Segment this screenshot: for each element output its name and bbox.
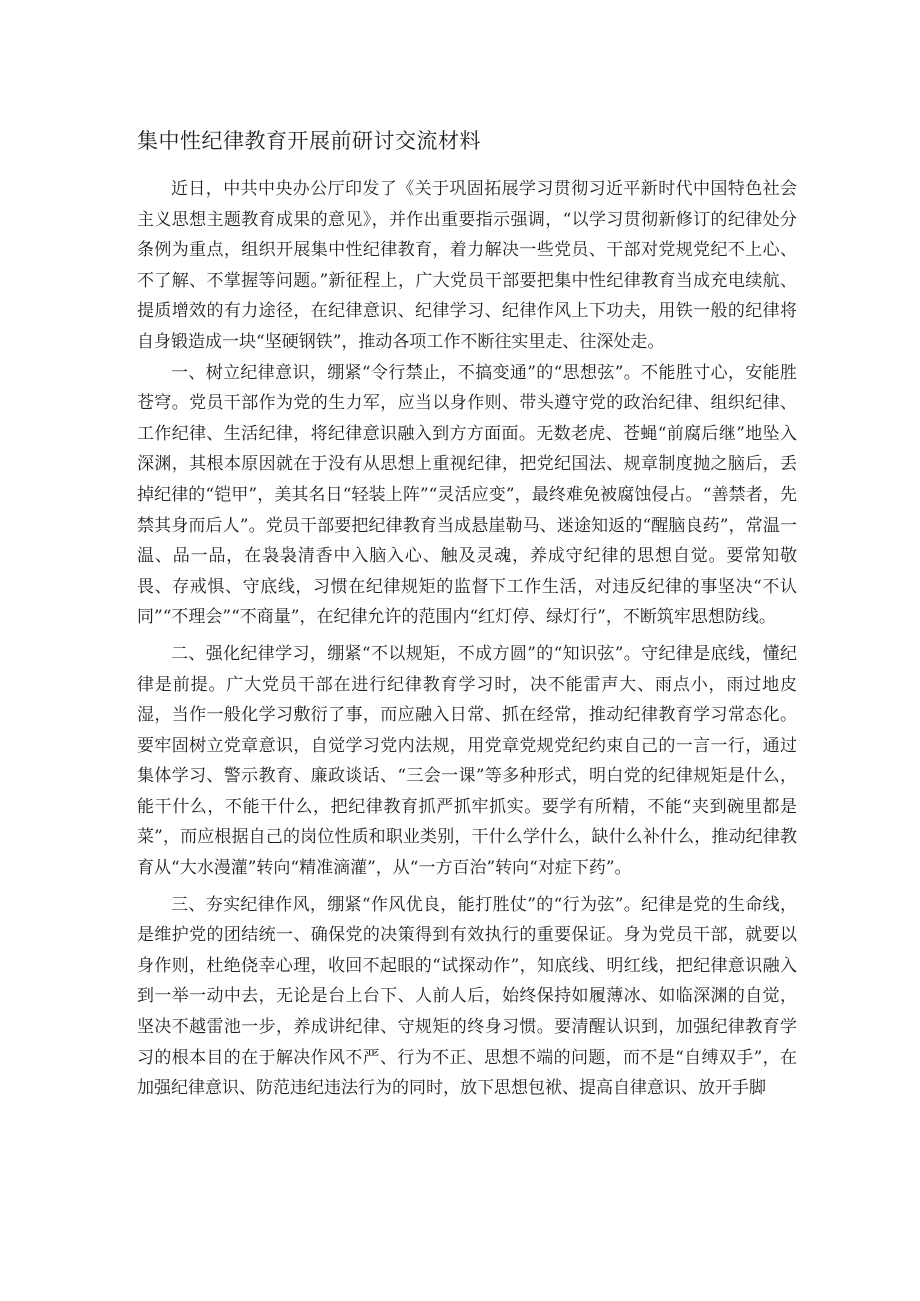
paragraph-section-2: 二、强化纪律学习，绷紧“不以规矩，不成方圆”的“知识弦”。守纪律是底线，懂纪律是前提。广大党员干部在进行纪律教育学习时，决不能雷声大、雨点小，雨过地皮湿，当作一般化学习敷衍了事，而应融入日常、抓在经常，推动纪律教育学习常态化。要牢固树立党章意识，自觉学习党内法规，用党章党规党纪约束自己的一言一行，通过集体学习、警示教育、廉政谈话、“三会一课”等多种形式，明白党的纪律规矩是什么，能干什么，不能干什么，把纪律教育抓严抓牢抓实。要学有所精，不能“夹到碗里都是菜”，而应根据自己的岗位性质和职业类别，干什么学什么，缺什么补什么，推动纪律教育从“大水漫灌”转向“精准滴灌”，从“一方百治”转向“对症下药”。 xyxy=(137,643,797,879)
paragraph-section-1: 一、树立纪律意识，绷紧“令行禁止，不搞变通”的“思想弦”。不能胜寸心，安能胜苍穹。党员干部作为党的生力军，应当以身作则、带头遵守党的政治纪律、组织纪律、工作纪律、生活纪律，将纪律意识融入到方方面面。无数老虎、苍蝇“前腐后继”地坠入深渊，其根本原因就在于没有从思想上重视纪律，把党纪国法、规章制度抛之脑后，丢掉纪律的“铠甲”，美其名日“轻装上阵”“灵活应变”，最终难免被腐蚀侵占。“善禁者，先禁其身而后人”。党员干部要把纪律教育当成悬崖勒马、迷途知返的“醒脑良药”，常温一温、品一品，在袅袅清香中入脑入心、触及灵魂，养成守纪律的思想自觉。要常知敬畏、存戒惧、守底线，习惯在纪律规矩的监督下工作生活，对违反纪律的事坚决“不认同”“不理会”“不商量”，在纪律允许的范围内“红灯停、绿灯行”，不断筑牢思想防线。 xyxy=(137,362,797,628)
document-title: 集中性纪律教育开展前研讨交流材料 xyxy=(137,129,481,153)
paragraph-intro: 近日，中共中央办公厅印发了《关于巩固拓展学习贯彻习近平新时代中国特色社会主义思想主题教育成果的意见》，并作出重要指示强调，“以学习贯彻新修订的纪律处分条例为重点，组织开展集中性纪律教育，着力解决一些党员、干部对党规党纪不上心、不了解、不掌握等问题。”新征程上，广大党员干部要把集中性纪律教育当成充电续航、提质增效的有力途径，在纪律意识、纪律学习、纪律作风上下功夫，用铁一般的纪律将自身锻造成一块“坚硬钢铁”，推动各项工作不断往实里走、往深处走。 xyxy=(137,179,797,352)
paragraph-section-3: 三、夯实纪律作风，绷紧“作风优良，能打胜仗”的“行为弦”。纪律是党的生命线，是维护党的团结统一、确保党的决策得到有效执行的重要保证。身为党员干部，就要以身作则，杜绝侥幸心理，收回不起眼的“试探动作”，知底线、明红线，把纪律意识融入到一举一动中去，无论是台上台下、人前人后，始终保持如履薄冰、如临深渊的自觉，坚决不越雷池一步，养成讲纪律、守规矩的终身习惯。要清醒认识到，加强纪律教育学习的根本目的在于解决作风不严、行为不正、思想不端的问题，而不是“自缚双手”，在加强纪律意识、防范违纪违法行为的同时，放下思想包袱、提高自律意识、放开手脚 xyxy=(137,894,797,1099)
document-body xyxy=(137,174,797,1104)
